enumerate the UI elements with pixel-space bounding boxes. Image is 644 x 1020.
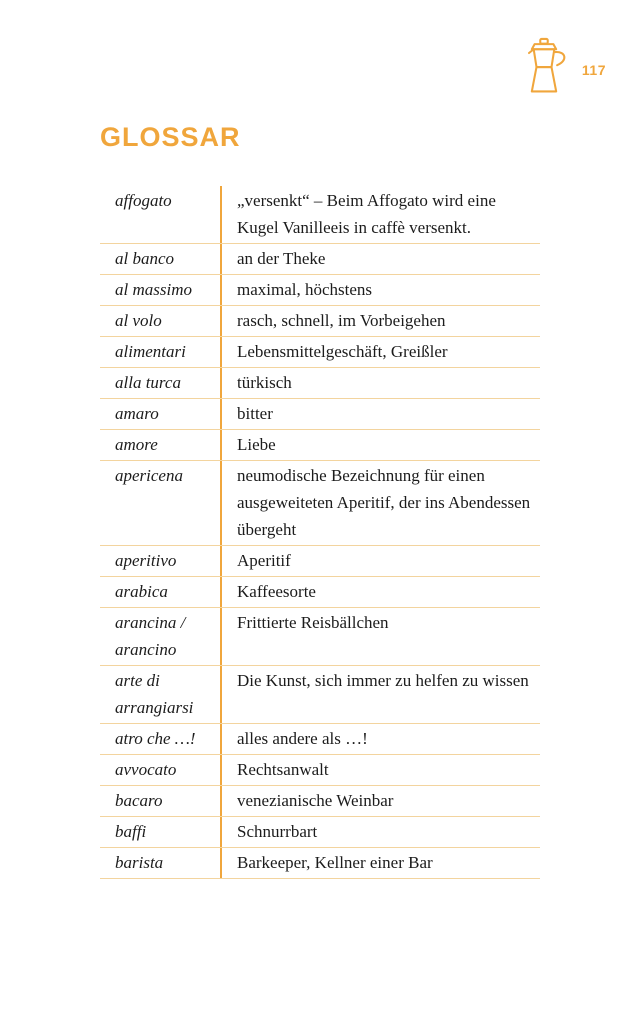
glossary-row [100,275,540,306]
glossary-table [100,186,540,879]
definition: Barkeeper, Kellner einer Bar [237,853,433,872]
glossary-row [100,244,540,275]
definition: „versenkt“ – Beim Affogato wird eine Kugel Vanilleeis in caffè versenkt. [237,191,496,237]
term: avvocato [100,755,222,785]
glossary-row [100,186,540,244]
term: amore [100,430,222,460]
term: alimentari [100,337,222,367]
definition: alles andere als …! [237,729,368,748]
moka-pot-icon [514,36,574,100]
definition: Liebe [237,435,276,454]
glossary-row [100,724,540,755]
term: arabica [100,577,222,607]
term: al banco [100,244,222,274]
definition: türkisch [237,373,292,392]
term: affogato [100,186,222,243]
glossary-row [100,337,540,368]
glossary-row [100,817,540,848]
definition: neumodische Bezeichnung für einen ausgeweiteten Aperitif, der ins Abendessen übergeht [237,466,531,539]
term: al massimo [100,275,222,305]
term: aperitivo [100,546,222,576]
definition: Die Kunst, sich immer zu helfen zu wissen [237,671,529,690]
term: apericena [100,461,222,545]
term: al volo [100,306,222,336]
page-title: GLOSSAR [100,122,241,152]
definition: an der Theke [237,249,326,268]
glossary-row [100,430,540,461]
page-number: 117 [581,62,606,78]
definition: Frittierte Reisbällchen [237,613,389,632]
definition: Kaffeesorte [237,582,316,601]
glossary-row [100,848,540,879]
term: barista [100,848,222,878]
glossary-row [100,755,540,786]
term: arancina / arancino [100,608,222,665]
glossary-row [100,306,540,337]
term: alla turca [100,368,222,398]
definition: Aperitif [237,551,291,570]
term: baffi [100,817,222,847]
definition: maximal, höchstens [237,280,373,299]
definition: Schnurrbart [237,822,318,841]
definition: bitter [237,404,273,423]
term: atro che …! [100,724,222,754]
glossary-row [100,577,540,608]
glossary-row [100,461,540,546]
definition: Rechtsanwalt [237,760,329,779]
glossary-row [100,666,540,724]
glossary-row [100,368,540,399]
glossary-row [100,399,540,430]
term: bacaro [100,786,222,816]
definition: Lebensmittelgeschäft, Greißler [237,342,448,361]
term: arte di arrangiarsi [100,666,222,723]
corner-decoration [514,36,606,100]
glossary-row [100,786,540,817]
glossary-row [100,546,540,577]
definition: venezianische Weinbar [237,791,394,810]
glossary-row [100,608,540,666]
definition: rasch, schnell, im Vorbeigehen [237,311,446,330]
term: amaro [100,399,222,429]
